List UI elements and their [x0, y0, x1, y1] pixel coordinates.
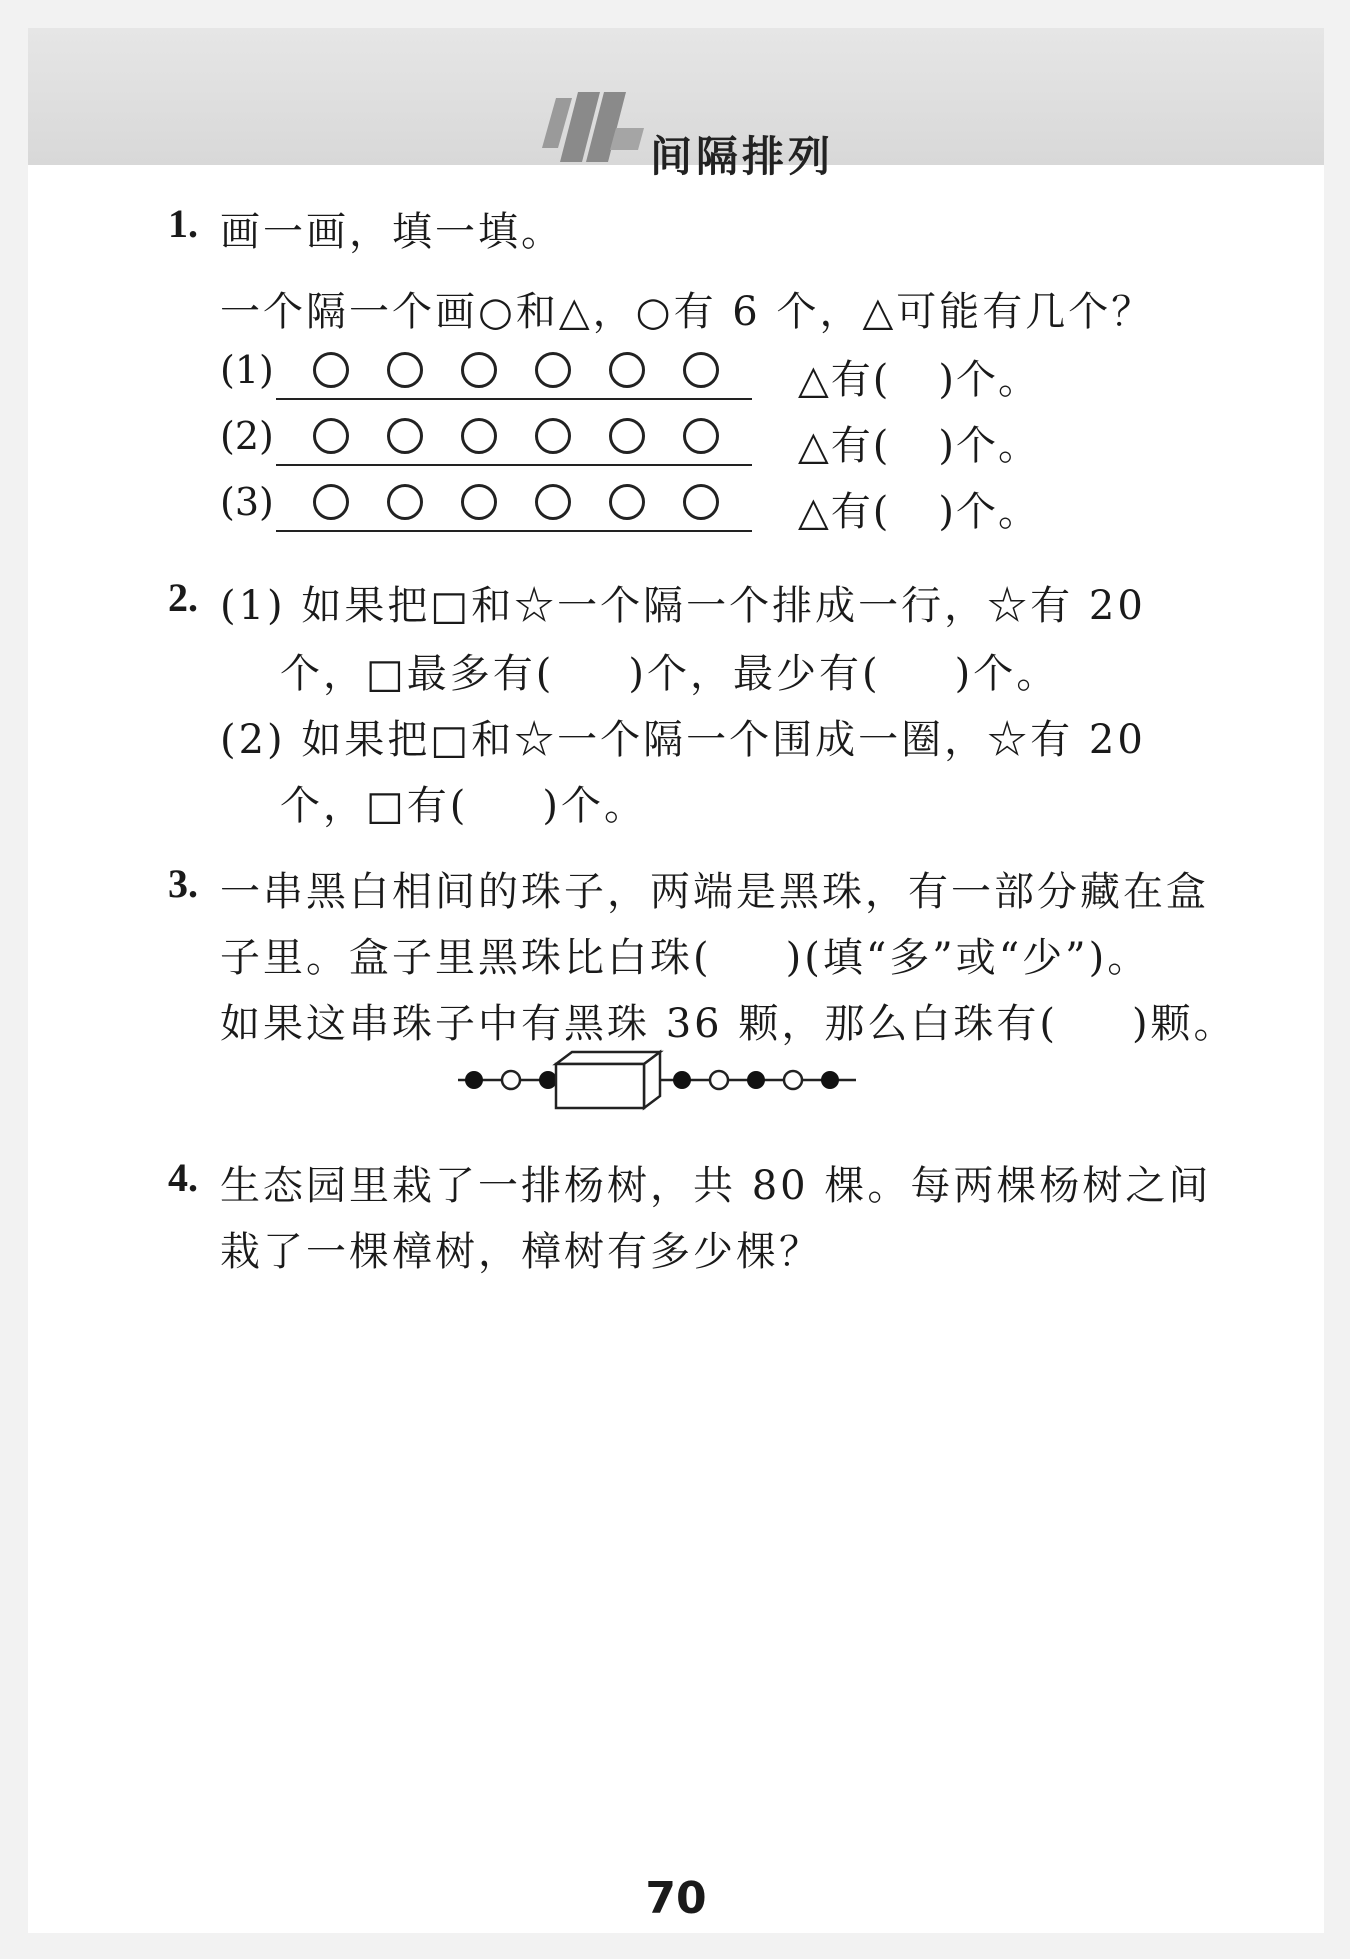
question-1-instruction: 画一画，填一填。 [220, 209, 564, 255]
q1-row-2-circle [313, 418, 349, 454]
q2-part-2-line-2 [280, 774, 647, 831]
q3-line-1: 一串黑白相间的珠子，两端是黑珠，有一部分藏在盒 [220, 869, 1209, 915]
q1-row-1-circle [535, 352, 571, 388]
q1-row-3-circle [535, 484, 571, 520]
black-bead [747, 1071, 765, 1089]
black-bead [539, 1071, 557, 1089]
worksheet-page [28, 28, 1324, 1933]
q3-line-2-text-a: 子里。盒子里黑珠比白珠( [220, 935, 712, 981]
q1-row-1-answer [798, 348, 1040, 405]
question-2-number: 2. [168, 575, 198, 620]
question-1-prompt: 一个隔一个画○和△，○有 6 个，△可能有几个？ [220, 289, 1155, 335]
q3-line-2 [220, 926, 1150, 983]
q1-row-2-circle [609, 418, 645, 454]
black-bead [465, 1071, 483, 1089]
q1-row-3-circle [609, 484, 645, 520]
q1-row-1-circle [461, 352, 497, 388]
header-band [28, 28, 1324, 181]
question-3-number: 3. [168, 861, 198, 906]
white-bead [502, 1071, 520, 1089]
black-bead [821, 1071, 839, 1089]
q3-line-3-text-b: )颗。 [1131, 1001, 1237, 1047]
bead-string-diagram [448, 1038, 868, 1114]
q2-part-1-line-1: (1) 如果把□和☆一个隔一个排成一行，☆有 20 [220, 583, 1146, 629]
q2-part-1-text-b: )个，最少有( [628, 651, 881, 697]
white-bead [784, 1071, 802, 1089]
q1-row-2-circle [461, 418, 497, 454]
q1-row-3-drawing-line[interactable] [276, 530, 752, 532]
q1-row-1-circle [387, 352, 423, 388]
q1-row-3-answer [798, 480, 1040, 537]
question-4-number: 4. [168, 1155, 198, 1200]
q1-row-1-label: (1) [220, 348, 274, 392]
q1-row-3-answer-suffix: )个。 [938, 489, 1040, 535]
q1-row-3-label: (3) [220, 480, 274, 524]
q1-row-3-circle [387, 484, 423, 520]
q2-part-2-line-1: (2) 如果把□和☆一个隔一个围成一圈，☆有 20 [220, 717, 1146, 763]
q2-part-1-text-c: )个。 [954, 651, 1060, 697]
q1-row-2-circle [535, 418, 571, 454]
q1-row-2-circle [683, 418, 719, 454]
white-bead [710, 1071, 728, 1089]
hidden-box-front [556, 1064, 644, 1108]
q1-row-2-circle [387, 418, 423, 454]
section-title: 间隔排列 [650, 132, 835, 181]
q1-row-1-answer-suffix: )个。 [938, 357, 1040, 403]
black-bead [673, 1071, 691, 1089]
q4-line-2: 栽了一棵樟树，樟树有多少棵？ [220, 1229, 822, 1275]
q1-row-1-drawing-line[interactable] [276, 398, 752, 400]
q4-line-1: 生态园里栽了一排杨树，共 80 棵。每两棵杨树之间 [220, 1163, 1212, 1209]
q1-row-1-circle [609, 352, 645, 388]
q1-row-3-circle [313, 484, 349, 520]
q1-row-1-circle [313, 352, 349, 388]
q2-part-1-line-2 [280, 642, 1059, 699]
q2-part-1-text-a: 个，□最多有( [280, 651, 555, 697]
q1-row-2-answer-suffix: )个。 [938, 423, 1040, 469]
q3-line-3-text-a: 如果这串珠子中有黑珠 36 颗，那么白珠有( [220, 1001, 1058, 1047]
q1-row-3-answer-prefix: △有( [798, 489, 891, 535]
q2-part-2-text-b: )个。 [542, 783, 648, 829]
q3-line-2-text-b: )(填“多”或“少”)。 [785, 935, 1151, 981]
q2-part-2-text-a: 个，□有( [280, 783, 469, 829]
q1-row-1-answer-prefix: △有( [798, 357, 891, 403]
q1-row-3-circle [461, 484, 497, 520]
q1-row-1-circle [683, 352, 719, 388]
q1-row-2-answer [798, 414, 1040, 471]
q1-row-2-drawing-line[interactable] [276, 464, 752, 466]
section-logo-icon [538, 88, 648, 168]
q1-row-3-circle [683, 484, 719, 520]
q1-row-2-label: (2) [220, 414, 274, 458]
q1-row-2-answer-prefix: △有( [798, 423, 891, 469]
page-number: 70 [645, 1873, 707, 1924]
question-1-number: 1. [168, 201, 198, 246]
